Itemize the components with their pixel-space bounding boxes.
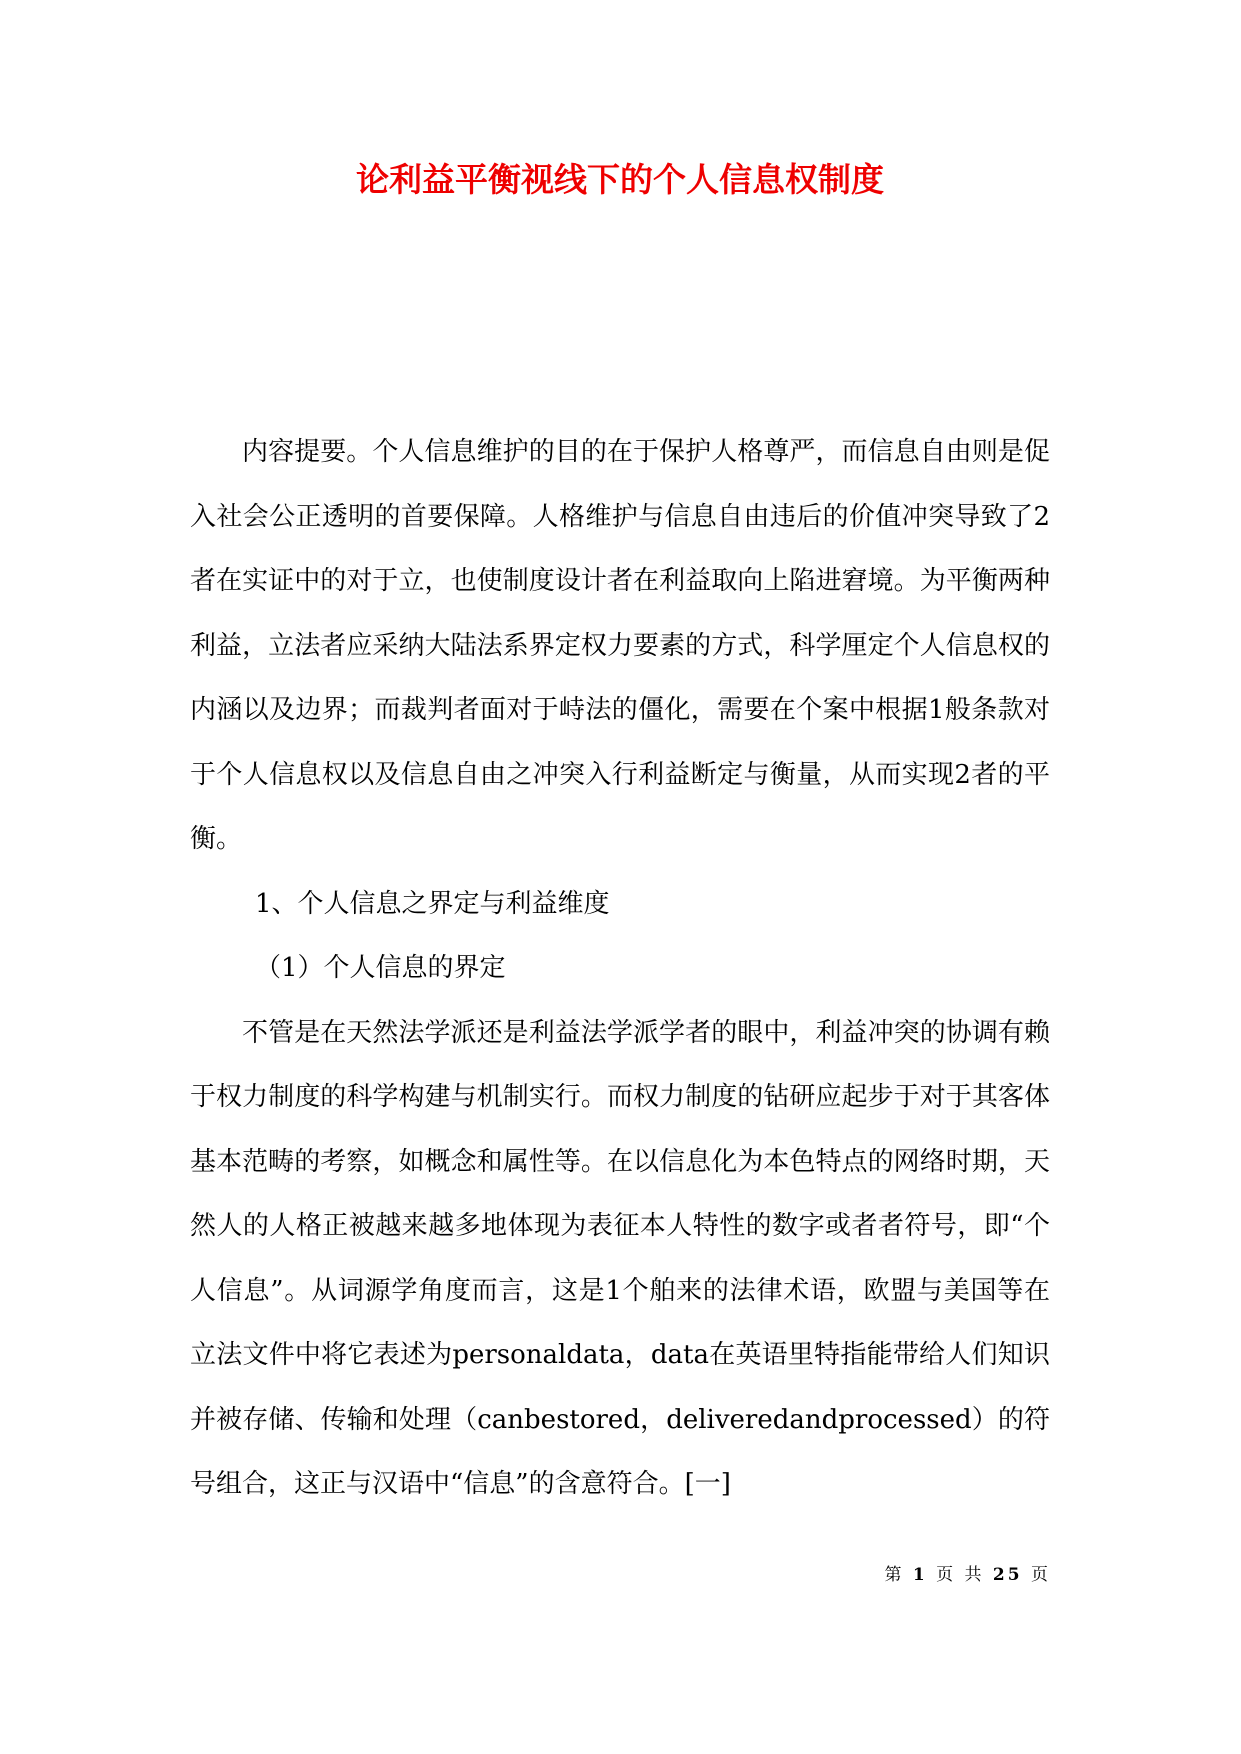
body-paragraph: 不管是在天然法学派还是利益法学派学者的眼中，利益冲突的协调有赖于权力制度的科学构建与机制实行。而权力制度的钻研应起步于对于其客体基本范畴的考察，如概念和属性等。在以信息化为本色特点的网络时期，天然人的人格正被越来越多地体现为表征本人特性的数字或者者符号，即“个人信息”。从词源学角度而言，这是1个舶来的法律术语，欧盟与美国等在立法文件中将它表述为personaldata，data在英语里特指能带给人们知识并被存储、传输和处理（canbestored，deliveredandprocessed）的符号组合，这正与汉语中“信息”的含意符合。[一] xyxy=(190,1017,1050,1499)
subsection-heading: （1）个人信息的界定 xyxy=(255,953,506,983)
footer-page-number: 1 xyxy=(912,1565,928,1585)
footer-prefix: 第 xyxy=(884,1565,905,1585)
section-heading: 1、个人信息之界定与利益维度 xyxy=(255,888,610,919)
page-footer xyxy=(884,1563,1051,1587)
footer-total-pages: 25 xyxy=(992,1565,1023,1585)
footer-suffix: 页 xyxy=(1031,1565,1051,1585)
abstract-paragraph: 内容提要。个人信息维护的目的在于保护人格尊严，而信息自由则是促入社会公正透明的首要保障。人格维护与信息自由违后的价值冲突导致了2者在实证中的对于立，也使制度设计者在利益取向上陷进窘境。为平衡两种利益，立法者应采纳大陆法系界定权力要素的方式，科学厘定个人信息权的内涵以及边界；而裁判者面对于峙法的僵化，需要在个案中根据1般条款对于个人信息权以及信息自由之冲突入行利益断定与衡量，从而实现2者的平衡。 xyxy=(190,437,1050,854)
footer-middle: 页 共 xyxy=(936,1565,985,1585)
document-title: 论利益平衡视线下的个人信息权制度 xyxy=(356,160,884,199)
document-body xyxy=(190,420,1050,1517)
